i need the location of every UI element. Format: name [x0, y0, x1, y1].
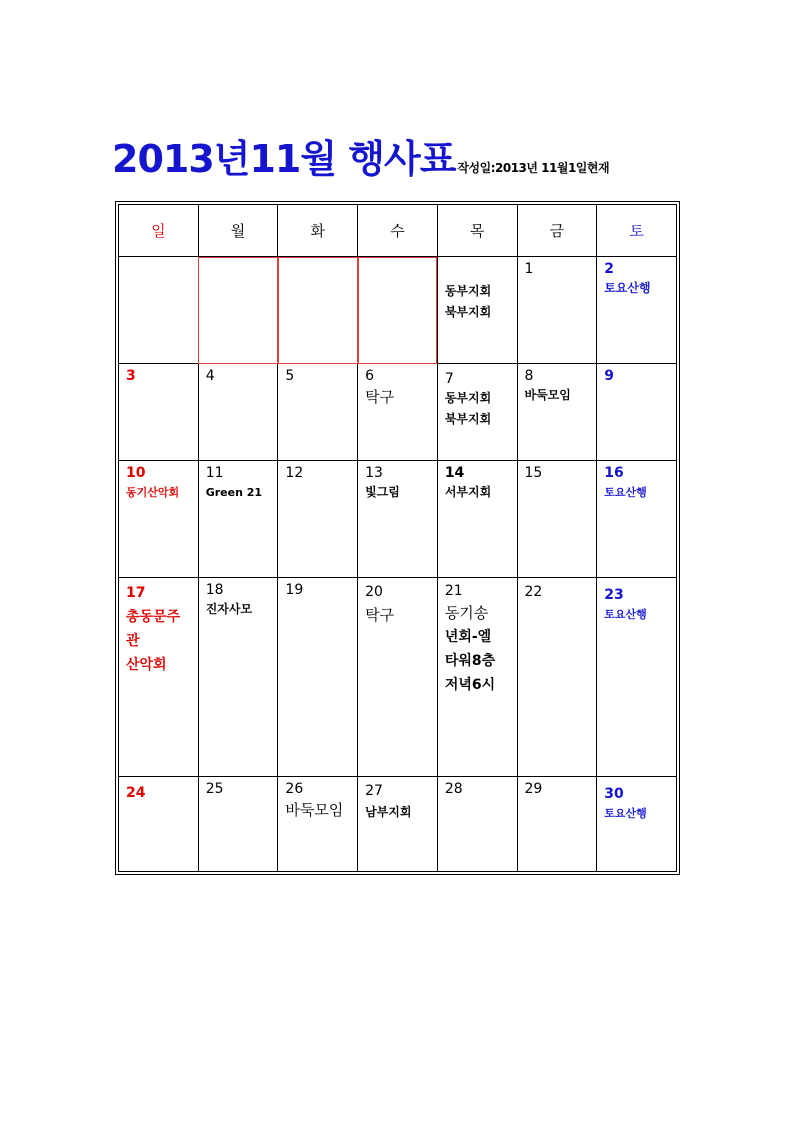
event-label: 남부지회: [365, 805, 412, 819]
day-number: 4: [205, 368, 215, 384]
day-number: 26: [285, 781, 304, 797]
event-label: 빛그림: [365, 485, 400, 499]
event-label: 토요산행: [604, 807, 647, 820]
day-cell: [517, 257, 597, 364]
day-cell: [278, 364, 358, 461]
day-cell: [358, 364, 438, 461]
day-number: 28: [444, 781, 463, 797]
week-row: [119, 461, 677, 578]
day-cell: [597, 364, 677, 461]
event-label: 동기송: [444, 604, 489, 622]
week-row: [119, 777, 677, 872]
day-number: 16: [604, 465, 624, 481]
day-cell: [597, 777, 677, 872]
event-label: 토요산행: [604, 281, 651, 295]
day-cell: [517, 461, 597, 578]
day-number: 2: [604, 261, 614, 277]
event-label: Green 21: [205, 486, 263, 499]
day-number: 13: [365, 465, 383, 481]
day-cell: [517, 777, 597, 872]
event-label: 북부지회: [444, 305, 492, 319]
day-number: 8: [524, 368, 534, 384]
day-cell: [278, 777, 358, 872]
day-cell: [119, 364, 199, 461]
day-cell: [437, 578, 517, 777]
day-number: 17: [126, 585, 146, 601]
day-cell: [597, 461, 677, 578]
day-cell: [517, 364, 597, 461]
event-label: 바둑모임: [524, 388, 571, 402]
event-label: 산악회: [126, 657, 167, 673]
weekday-sun: 일: [119, 205, 199, 257]
day-number: 15: [524, 465, 543, 481]
event-label: 바둑모임: [285, 801, 344, 819]
event-label: 토요산행: [604, 486, 647, 499]
day-cell: [437, 777, 517, 872]
event-label: 진자사모: [205, 602, 253, 616]
event-label: 동기산악회: [126, 486, 180, 499]
event-label: 탁구: [365, 606, 395, 624]
day-cell: [278, 578, 358, 777]
week-row: [119, 578, 677, 777]
event-label: 년회-엘: [444, 629, 492, 645]
weekday-mon: 월: [198, 205, 278, 257]
event-label: 총동문주: [126, 609, 181, 625]
day-number: 12: [285, 465, 304, 481]
day-number: 22: [524, 584, 543, 600]
day-cell: [198, 578, 278, 777]
day-cell: [437, 364, 517, 461]
day-number: 9: [604, 368, 614, 384]
event-label: 서부지회: [444, 485, 492, 499]
day-cell: [437, 461, 517, 578]
day-number: 24: [126, 785, 146, 801]
day-cell-empty: [119, 257, 199, 364]
day-cell-empty: [278, 257, 358, 364]
day-cell-empty: [358, 257, 438, 364]
title-row: [112, 128, 609, 183]
event-label: 탁구: [365, 388, 395, 406]
day-cell: [119, 777, 199, 872]
day-number: 5: [285, 368, 295, 384]
day-cell: [597, 578, 677, 777]
day-cell: [119, 578, 199, 777]
day-number: 20: [365, 584, 383, 600]
week-row: [119, 364, 677, 461]
day-cell: [597, 257, 677, 364]
event-label: 동부지회: [444, 284, 492, 298]
event-label: 관: [126, 633, 140, 649]
page-title: 2013년11월 행사표: [112, 137, 456, 181]
written-date: 작성일:2013년 11월1일현재: [457, 161, 610, 175]
day-number: 21: [444, 583, 463, 599]
day-number: 10: [126, 465, 146, 481]
day-cell: [437, 257, 517, 364]
day-cell: [198, 364, 278, 461]
day-cell: [358, 777, 438, 872]
day-number: 14: [444, 465, 465, 481]
day-cell-empty: [198, 257, 278, 364]
day-cell: [278, 461, 358, 578]
day-number: 3: [126, 368, 136, 384]
event-label: 타워8층: [444, 653, 496, 669]
weekday-header-row: [119, 205, 677, 257]
weekday-sat: 토: [597, 205, 677, 257]
day-number: 18: [205, 582, 224, 598]
weekday-fri: 금: [517, 205, 597, 257]
day-number: 19: [285, 582, 304, 598]
day-number: 25: [205, 781, 224, 797]
day-cell: [198, 461, 278, 578]
day-number: 30: [604, 786, 624, 802]
calendar: [115, 201, 680, 875]
event-label: 동부지회: [444, 391, 492, 405]
day-cell: [119, 461, 199, 578]
day-number: 1: [524, 261, 534, 277]
day-cell: [358, 578, 438, 777]
event-label: 토요산행: [604, 608, 647, 621]
weekday-thu: 목: [437, 205, 517, 257]
day-cell: [198, 777, 278, 872]
day-number: 29: [524, 781, 543, 797]
weekday-tue: 화: [278, 205, 358, 257]
event-label: 북부지회: [444, 412, 492, 426]
day-number: 7: [444, 371, 454, 387]
day-number: 11: [205, 465, 224, 481]
event-label: 저녁6시: [444, 677, 496, 693]
calendar-table: [118, 204, 677, 872]
day-number: 23: [604, 587, 624, 603]
day-number: 6: [365, 368, 375, 384]
day-cell: [517, 578, 597, 777]
week-row: [119, 257, 677, 364]
day-cell: [358, 461, 438, 578]
day-number: 27: [365, 783, 383, 799]
weekday-wed: 수: [358, 205, 438, 257]
